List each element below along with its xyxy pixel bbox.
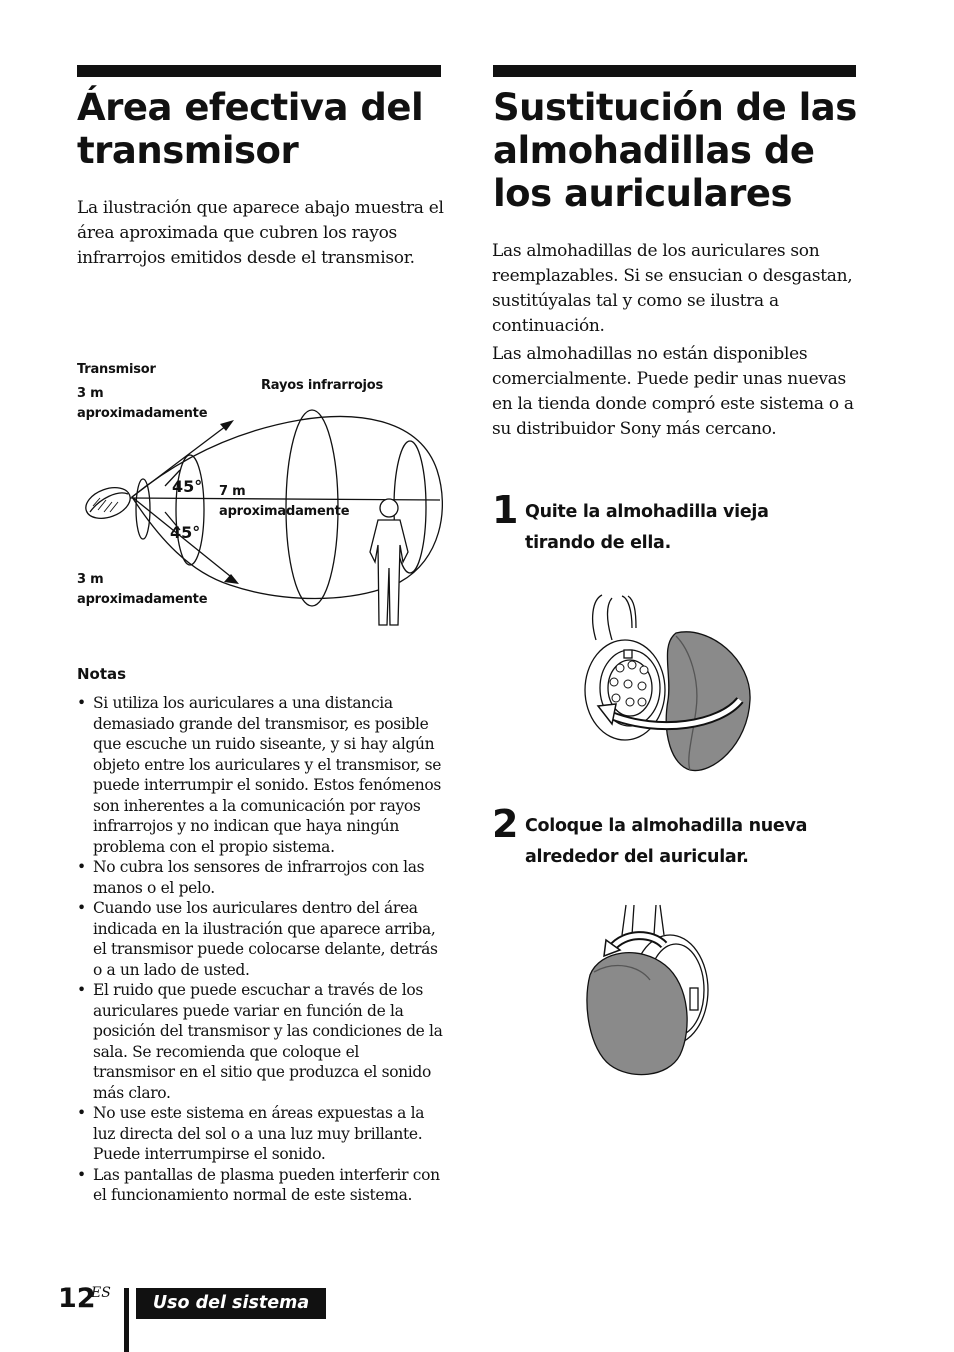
left-intro: La ilustración que aparece abajo muestra el área aproximada que cubren los rayos infrarrojos emitidos desde el transmisor. bbox=[77, 198, 444, 268]
right-paragraph-2: Las almohadillas no están disponibles comercialmente. Puede pedir unas nuevas en la tienda donde compró este sistema o a su distribuidor Sony más cercano. bbox=[492, 344, 854, 439]
notes-title: Notas bbox=[77, 665, 127, 683]
left-title-line-1: Área efectiva del bbox=[77, 86, 424, 129]
right-title-line-1: Sustitución de las bbox=[493, 86, 857, 129]
note-text: Cuando use los auriculares dentro del área indicada en la ilustración que aparece arriba, el transmisor puede colocarse delante, detrás o a un lado de usted. bbox=[93, 899, 438, 979]
front-distance-value: 7 m bbox=[219, 484, 246, 499]
step-1-line-2: tirando de ella. bbox=[525, 533, 671, 553]
step-1-number: 1 bbox=[492, 488, 519, 532]
page-language-suffix: ES bbox=[91, 1285, 111, 1301]
note-text: Las pantallas de plasma pueden interferir con el funcionamiento normal de este sistema. bbox=[93, 1165, 440, 1204]
bullet-icon: • bbox=[77, 981, 86, 999]
top-distance-value: 3 m bbox=[77, 386, 104, 401]
note-text: El ruido que puede escuchar a través de los auriculares puede variar en función de la posición del transmisor y las condiciones de la sala. Se recomienda que coloque el transmisor en el sitio que produzca el sonido más claro. bbox=[93, 981, 443, 1102]
step-2-line-1: Coloque la almohadilla nueva bbox=[525, 816, 808, 836]
angle-bottom-label: 45° bbox=[170, 523, 201, 542]
top-distance-unit: aproximadamente bbox=[77, 406, 208, 421]
page-number: 12 bbox=[58, 1283, 96, 1314]
step-2-number: 2 bbox=[492, 802, 519, 846]
left-title-line-2: transmisor bbox=[77, 129, 299, 172]
bottom-distance-value: 3 m bbox=[77, 572, 104, 587]
right-title-line-3: los auriculares bbox=[493, 172, 793, 215]
right-paragraph-1: Las almohadillas de los auriculares son reemplazables. Si se ensucian o desgastan, sustitúyalas tal y como se ilustra a continuación. bbox=[492, 241, 853, 336]
front-distance-unit: aproximadamente bbox=[219, 504, 350, 519]
bullet-icon: • bbox=[77, 1104, 86, 1122]
angle-top-label: 45° bbox=[172, 477, 203, 496]
note-text: No cubra los sensores de infrarrojos con las manos o el pelo. bbox=[93, 858, 425, 897]
bullet-icon: • bbox=[77, 694, 86, 712]
note-text: Si utiliza los auriculares a una distancia demasiado grande del transmisor, es posible que escuche un ruido siseante, y si hay algún objeto entre los auriculares y el transmisor, se puede interrumpir el sonido. Estos fenómenos son inherentes a la comunicación por rayos infrarrojos y no indican que haya ningún problema con el propio sistema. bbox=[93, 694, 442, 856]
label-transmitter: Transmisor bbox=[77, 362, 156, 377]
step-2-line-2: alrededor del auricular. bbox=[525, 847, 749, 867]
label-rays: Rayos infrarrojos bbox=[261, 378, 384, 393]
right-title-line-2: almohadillas de bbox=[493, 129, 815, 172]
step-1-line-1: Quite la almohadilla vieja bbox=[525, 502, 769, 522]
section-tab: Uso del sistema bbox=[136, 1288, 326, 1319]
note-text: No use este sistema en áreas expuestas a la luz directa del sol o a una luz muy brillante. Puede interrumpirse el sonido. bbox=[93, 1104, 425, 1163]
new-ear-pad bbox=[587, 953, 687, 1075]
bottom-distance-unit: aproximadamente bbox=[77, 592, 208, 607]
footer-rule bbox=[124, 1288, 129, 1352]
bullet-icon: • bbox=[77, 858, 86, 876]
bullet-icon: • bbox=[77, 1165, 86, 1184]
bullet-icon: • bbox=[77, 899, 86, 917]
